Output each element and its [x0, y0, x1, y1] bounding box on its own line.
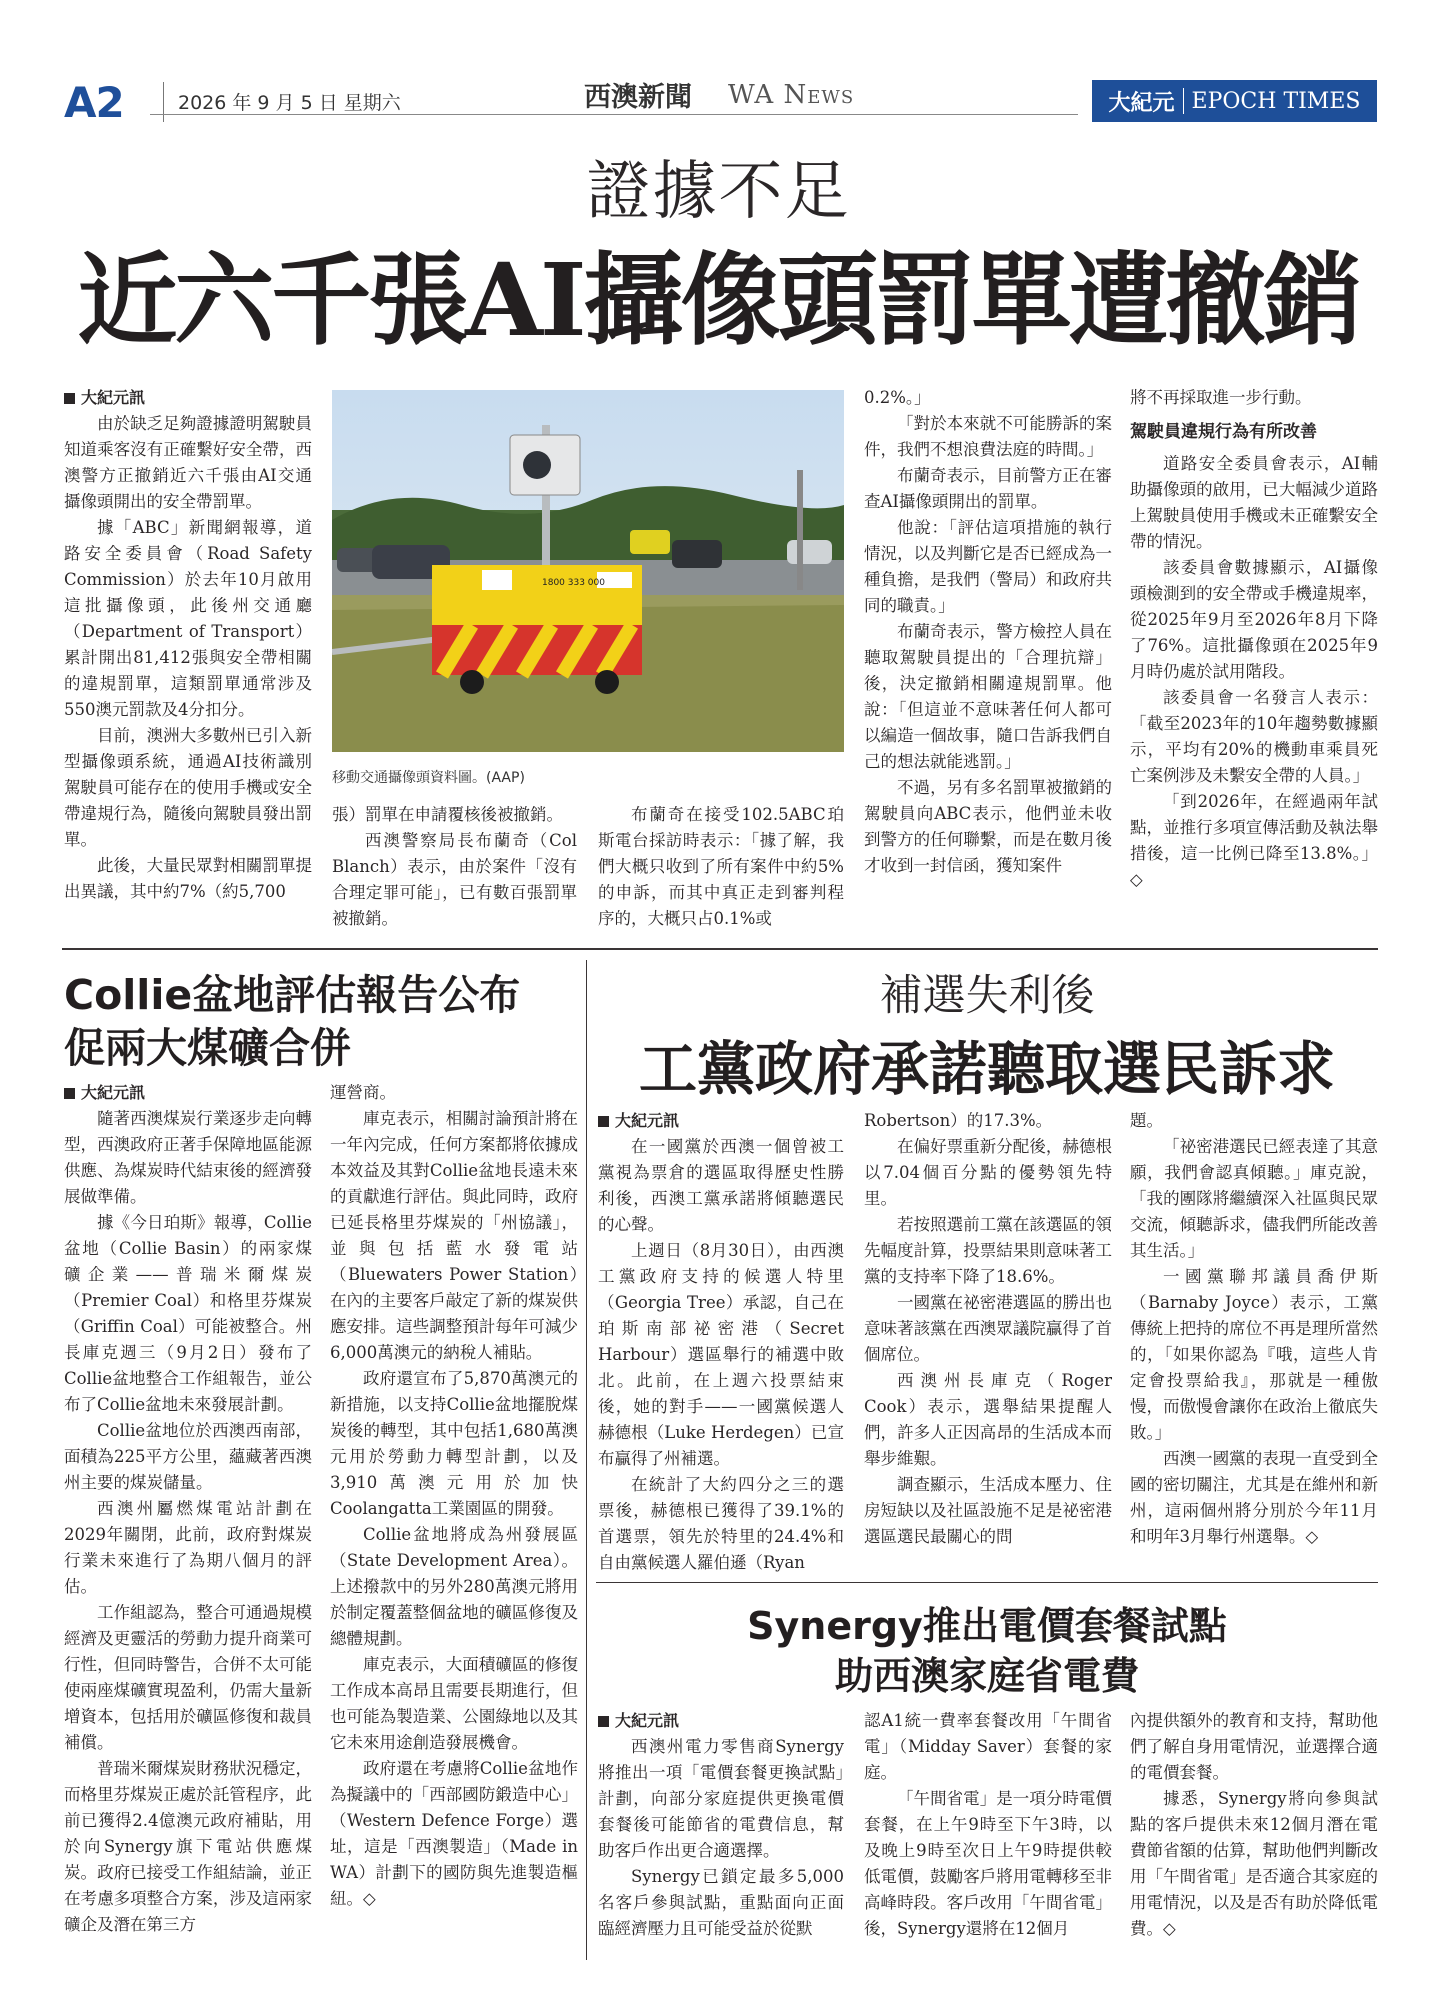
paragraph: 上週日（8月30日），由西澳工黨政府支持的候選人特里（Georgia Tree）承認，自己在珀斯南部祕密港（Secret Harbour）選區舉行的補選中敗北。此前，在上週六投票結束後，她的對手——一國黨候選人赫德根（Luke Herdegen）已宣布贏得了州補選。 — [598, 1241, 844, 1468]
masthead-underline — [150, 114, 1078, 115]
paragraph: 據「ABC」新聞網報導，道路安全委員會（Road Safety Commission）於去年10月啟用這批攝像頭，此後州交通廳（Department of Transport）累計開出81,412張與安全帶相關的違規罰單，這類罰單通常涉及550澳元罰款及4分扣分。 — [64, 518, 312, 719]
story2-headline-line2: 促兩大煤礦合併 — [64, 1024, 351, 1072]
paragraph: 西澳一國黨的表現一直受到全國的密切關注，尤其是在維州和新州，這兩個州將分別於今年11月和明年3月舉行州選舉。◇ — [1130, 1449, 1378, 1546]
photo-sign-text: 1800 333 000 — [542, 578, 605, 588]
brand-logo — [1092, 80, 1377, 122]
paragraph: Collie盆地位於西澳西南部，面積為225平方公里，蘊藏著西澳州主要的煤炭儲量。 — [64, 1421, 312, 1492]
story3-column-1 — [598, 1108, 844, 1576]
story3-column-3 — [1130, 1108, 1378, 1550]
story4-headline-line1: Synergy推出電價套餐試點 — [747, 1604, 1227, 1648]
paragraph: Robertson）的17.3%。 — [864, 1111, 1053, 1130]
story4-byline: 大紀元訊 — [598, 1708, 844, 1734]
section-title-cn: 西澳新聞 — [584, 82, 692, 113]
paragraph: 「對於本來就不可能勝訴的案件，我們不想浪費法庭的時間。」 — [864, 414, 1112, 459]
paragraph: 西澳州電力零售商Synergy將推出一項「電價套餐更換試點」計劃，向部分家庭提供更換電價套餐後可能節省的電費信息，幫助客戶作出更合適選擇。 — [598, 1737, 844, 1860]
story1-subheading: 駕駛員違規行為有所改善 — [1130, 422, 1317, 442]
speed-camera-photo — [332, 390, 844, 752]
story1-column-2 — [332, 802, 577, 932]
paragraph: 內提供額外的教育和支持，幫助他們了解自身用電情況，並選擇合適的電價套餐。 — [1130, 1711, 1378, 1782]
paragraph: 「午間省電」是一項分時電價套餐，在上午9時至下午3時，以及晚上9時至次日上午9時提供較低電價，鼓勵客戶將用電轉移至非高峰時段。客戶改用「午間省電」後，Synergy還將在12個月 — [864, 1789, 1112, 1938]
masthead-divider — [163, 82, 164, 122]
paragraph: 據《今日珀斯》報導，Collie盆地（Collie Basin）的兩家煤礦企業——普瑞米爾煤炭（Premier Coal）和格里芬煤炭（Griffin Coal）可能被整合。州長庫克週三（9月2日）發布了Collie盆地整合工作組報告，並公布了Collie盆地未來發展計劃。 — [64, 1213, 312, 1414]
paragraph: 運營商。 — [330, 1083, 396, 1102]
story4-column-2 — [864, 1708, 1112, 1942]
paragraph: 「到2026年，在經過兩年試點，並推行多項宣傳活動及執法舉措後，這一比例已降至13.8%。」◇ — [1130, 792, 1378, 889]
paragraph: 該委員會一名發言人表示：「截至2023年的10年趨勢數據顯示，平均有20%的機動車乘員死亡案例涉及未繫安全帶的人員。」 — [1130, 688, 1378, 785]
paragraph: 一國黨在祕密港選區的勝出也意味著該黨在西澳眾議院贏得了首個席位。 — [864, 1293, 1112, 1364]
paragraph: 隨著西澳煤炭行業逐步走向轉型，西澳政府正著手保障地區能源供應、為煤炭時代結束後的經濟發展做準備。 — [64, 1109, 312, 1206]
story1-column-3 — [598, 802, 844, 932]
story3-byline: 大紀元訊 — [598, 1108, 844, 1134]
story2-byline: 大紀元訊 — [64, 1080, 312, 1106]
paragraph: 道路安全委員會表示，AI輔助攝像頭的啟用，已大幅減少道路上駕駛員使用手機或未正確繫安全帶的情況。 — [1130, 454, 1378, 551]
paragraph: 此後，大量民眾對相關罰單提出異議，其中約7%（約5,700 — [64, 856, 312, 901]
paragraph: 普瑞米爾煤炭財務狀況穩定，而格里芬煤炭正處於託管程序，此前已獲得2.4億澳元政府補貼，用於向Synergy旗下電站供應煤炭。政府已接受工作組結論，並正在考慮多項整合方案，涉及這兩家礦企及潛在第三方 — [64, 1759, 312, 1934]
page-number: A2 — [64, 78, 124, 127]
paragraph: 該委員會數據顯示，AI攝像頭檢測到的安全帶或手機違規率，從2025年9月至2026年8月下降了76%。這批攝像頭在2025年9月時仍處於試用階段。 — [1130, 558, 1378, 681]
brand-name-en: EPOCH TIMES — [1191, 88, 1361, 114]
story3-headline: 工黨政府承諾聽取選民訴求 — [638, 1035, 1335, 1103]
paragraph: 0.2%。」 — [864, 388, 931, 407]
story1-byline: 大紀元訊 — [64, 385, 312, 411]
paragraph: 若按照選前工黨在該選區的領先幅度計算，投票結果則意味著工黨的支持率下降了18.6%。 — [864, 1215, 1112, 1286]
story3-column-2 — [864, 1108, 1112, 1550]
story1-kicker: 證據不足 — [586, 155, 851, 229]
paragraph: 「祕密港選民已經表達了其意願，我們會認真傾聽。」庫克說，「我的團隊將繼續深入社區與民眾交流，傾聽訴求，儘我們所能改善其生活。」 — [1130, 1137, 1378, 1260]
story1-headline: 近六千張AI攝像頭罰單遭撤銷 — [77, 241, 1360, 359]
paragraph: 西澳州長庫克（Roger Cook）表示，選舉結果提醒人們，許多人正因高昂的生活成本而舉步維艱。 — [864, 1371, 1112, 1468]
story4-column-3 — [1130, 1708, 1378, 1942]
paragraph: 西澳警察局長布蘭奇（Col Blanch）表示，由於案件「沒有合理定罪可能」，已有數百張罰單被撤銷。 — [332, 831, 577, 928]
story2-headline-line1: Collie盆地評估報告公布 — [64, 971, 521, 1019]
story3-kicker: 補選失利後 — [879, 971, 1095, 1021]
photo-illustration — [332, 390, 844, 752]
paragraph: 政府還宣布了5,870萬澳元的新措施，以支持Collie盆地擺脫煤炭後的轉型，其中包括1,680萬澳元用於勞動力轉型計劃，以及3,910萬澳元用於加快Coolangatta工業園區的開發。 — [330, 1369, 578, 1518]
paragraph: 調查顯示，生活成本壓力、住房短缺以及社區設施不足是祕密港選區選民最關心的問 — [864, 1475, 1112, 1546]
paragraph: Synergy已鎖定最多5,000名客戶參與試點，重點面向正面臨經濟壓力且可能受益於從默 — [598, 1867, 844, 1938]
story4-headline-line2: 助西澳家庭省電費 — [834, 1654, 1139, 1698]
paragraph: 一國黨聯邦議員喬伊斯（Barnaby Joyce）表示，工黨傳統上把持的席位不再是理所當然的，「如果你認為『哦，這些人肯定會投票給我』，那就是一種傲慢，而傲慢會讓你在政治上徹底失敗。」 — [1130, 1267, 1378, 1442]
paragraph: 布蘭奇表示，警方檢控人員在聽取駕駛員提出的「合理抗辯」後，決定撤銷相關違規罰單。他說：「但這並不意味著任何人都可以編造一個故事，隨口告訴我們自己的想法就能逃罰。」 — [864, 622, 1112, 771]
brand-name-cn: 大紀元 — [1108, 89, 1175, 116]
story2-column-2 — [330, 1080, 578, 1912]
paragraph: 庫克表示，大面積礦區的修復工作成本高昂且需要長期進行，但也可能為製造業、公園綠地以及其它未來用途創造發展機會。 — [330, 1655, 578, 1752]
paragraph: 布蘭奇在接受102.5ABC珀斯電台採訪時表示：「據了解，我們大概只收到了所有案件中約5%的申訴，而其中真正走到審判程序的，大概只占0.1%或 — [598, 805, 844, 928]
photo-caption: 移動交通攝像頭資料圖。(AAP) — [332, 770, 525, 786]
paragraph: 他說：「評估這項措施的執行情況，以及判斷它是否已經成為一種負擔，是我們（警局）和政府共同的職責。」 — [864, 518, 1112, 615]
paragraph: 在偏好票重新分配後，赫德根以7.04個百分點的優勢領先特里。 — [864, 1137, 1112, 1208]
story1-column-5 — [1130, 385, 1378, 893]
paragraph: 將不再採取進一步行動。 — [1130, 388, 1312, 407]
paragraph: 布蘭奇表示，目前警方正在審查AI攝像頭開出的罰單。 — [864, 466, 1112, 511]
paragraph: 認A1統一費率套餐改用「午間省電」（Midday Saver）套餐的家庭。 — [864, 1711, 1112, 1782]
column-divider — [586, 960, 587, 1960]
paragraph: 題。 — [1130, 1111, 1163, 1130]
paragraph: 工作組認為，整合可通過規模經濟及更靈活的勞動力提升商業可行性，但同時警告，合併不太可能使兩座煤礦實現盈利，仍需大量新增資本，包括用於礦區修復和裁員補償。 — [64, 1603, 312, 1752]
story4-column-1 — [598, 1708, 844, 1942]
paragraph: 張）罰單在申請覆核後被撤銷。 — [332, 805, 563, 824]
story2-column-1 — [64, 1080, 312, 1938]
paragraph: 在一國黨於西澳一個曾被工黨視為票倉的選區取得歷史性勝利後，西澳工黨承諾將傾聽選民的心聲。 — [598, 1137, 844, 1234]
section-divider — [62, 948, 1378, 950]
paragraph: 據悉，Synergy將向參與試點的客戶提供未來12個月潛在電費節省額的估算，幫助他們判斷改用「午間省電」是否適合其家庭的用電情況，以及是否有助於降低電費。◇ — [1130, 1789, 1378, 1938]
section-divider — [596, 1582, 1378, 1583]
paragraph: 西澳州屬燃煤電站計劃在2029年關閉，此前，政府對煤炭行業未來進行了為期八個月的評估。 — [64, 1499, 312, 1596]
story1-column-1 — [64, 385, 312, 905]
paragraph: 目前，澳洲大多數州已引入新型攝像頭系統，通過AI技術識別駕駛員可能存在的使用手機或安全帶違規行為，隨後向駕駛員發出罰單。 — [64, 726, 312, 849]
paragraph: 由於缺乏足夠證據證明駕駛員知道乘客沒有正確繫好安全帶，西澳警方正撤銷近六千張由AI交通攝像頭開出的安全帶罰單。 — [64, 414, 312, 511]
issue-date: 2026 年 9 月 5 日 星期六 — [178, 92, 401, 114]
section-title-en: WA News — [728, 80, 855, 110]
paragraph: 不過，另有多名罰單被撤銷的駕駛員向ABC表示，他們並未收到警方的任何聯繫，而是在數月後才收到一封信函，獲知案件 — [864, 778, 1112, 875]
paragraph: 在統計了大約四分之三的選票後，赫德根已獲得了39.1%的首選票，領先於特里的24.4%和自由黨候選人羅伯遜（Ryan — [598, 1475, 844, 1572]
paragraph: 政府還在考慮將Collie盆地作為擬議中的「西部國防鍛造中心」（Western Defence Forge）選址，這是「西澳製造」（Made in WA）計劃下的國防與先進製造樞紐。◇ — [330, 1759, 578, 1908]
paragraph: 庫克表示，相關討論預計將在一年內完成，任何方案都將依據成本效益及其對Collie盆地長遠未來的貢獻進行評估。與此同時，政府已延長格里芬煤炭的「州協議」，並與包括藍水發電站（Bluewaters Power Station）在內的主要客戶敲定了新的煤炭供應安排。這些調整預計每年可減少6,000萬澳元的納稅人補貼。 — [330, 1109, 578, 1362]
paragraph: Collie盆地將成為州發展區（State Development Area）。上述撥款中的另外280萬澳元將用於制定覆蓋整個盆地的礦區修復及總體規劃。 — [330, 1525, 578, 1648]
story1-column-4 — [864, 385, 1112, 879]
